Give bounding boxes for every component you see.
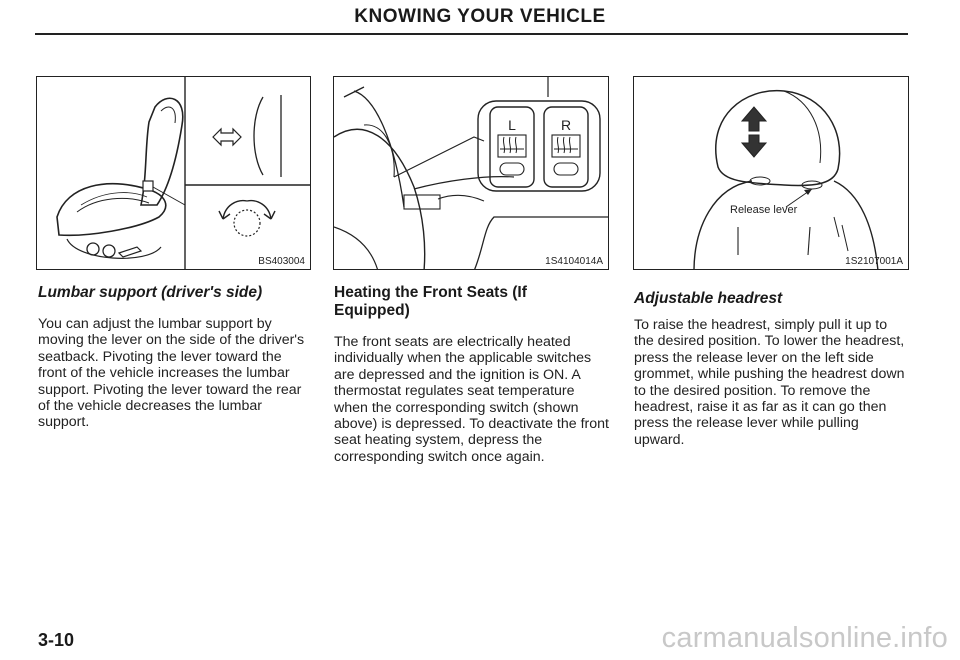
release-lever-callout: Release lever: [730, 204, 798, 216]
lumbar-support-section: [38, 284, 313, 431]
lumbar-support-figure: [36, 76, 311, 270]
headrest-figure: [633, 76, 909, 270]
adjustable-headrest-section: [634, 290, 910, 448]
page-header-title: KNOWING YOUR VEHICLE: [354, 6, 606, 27]
section-body: You can adjust the lumbar support by moving the lever on the side of the driver's seatback. Pivoting the lever toward the front of the vehicle increases the lumbar support. Pivoting the lever toward the rear of the vehicle decreases the lumbar support.: [38, 316, 305, 431]
seat-lumbar-illustration: [37, 77, 311, 270]
right-switch-label: R: [560, 117, 572, 133]
seat-heater-illustration: [334, 77, 609, 270]
heating-front-seats-section: [334, 284, 610, 465]
section-title: Lumbar support (driver's side): [38, 284, 263, 301]
seat-heater-figure: [333, 76, 609, 270]
section-title: Heating the Front Seats (If Equipped): [334, 284, 527, 319]
figure-code: BS403004: [258, 256, 305, 267]
page-number: 3-10: [38, 630, 75, 650]
section-body: The front seats are electrically heated individually when the applicable switches are depressed and the ignition is ON. A thermostat regulates seat temperature when the corresponding switch (shown above) is depressed. To deactivate the front seat heating system, depress the corresponding switch once again.: [334, 334, 609, 465]
headrest-illustration: [634, 77, 909, 270]
section-title: Adjustable headrest: [634, 290, 783, 307]
header-divider: [35, 33, 908, 35]
figure-code: 1S2107001A: [845, 256, 903, 267]
figure-code: 1S4104014A: [545, 256, 603, 267]
site-watermark: carmanualsonline.info: [661, 622, 948, 654]
section-body: To raise the headrest, simply pull it up to the desired position. To lower the headrest, press the release lever on the left side grommet, while pushing the headrest down to the desired position. To remove the headrest, raise it as far as it can go then press the release lever while pulling upward.: [634, 317, 905, 448]
left-switch-label: L: [508, 117, 516, 133]
